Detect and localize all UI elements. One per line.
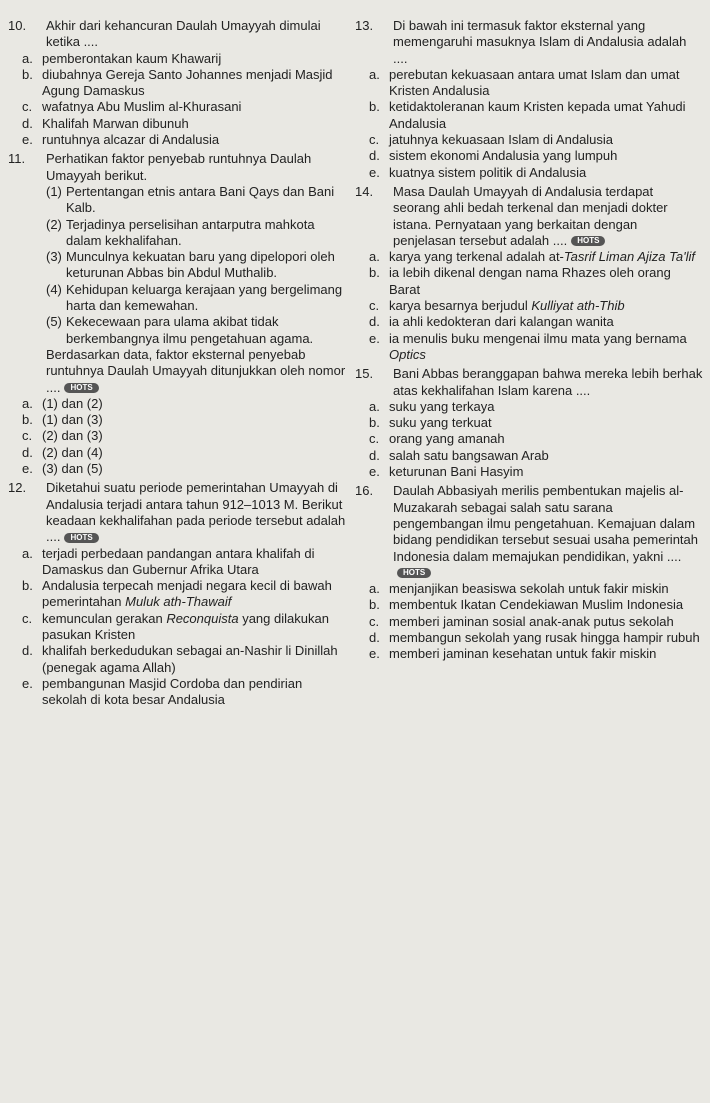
question-number: 15. [355,366,374,382]
option-13d[interactable]: d. sistem ekonomi Andalusia yang lumpuh [369,148,618,164]
question-stem: Masa Daulah Umayyah di Andalusia terdapat seorang ahli bedah terkenal dan menjadi dokter istana. Pernyataan yang berkaitan dengan penjelasan tersebut adalah .... HOTS [393,183,668,248]
option-16a[interactable]: a. menjanjikan beasiswa sekolah untuk fakir miskin [369,581,669,597]
question-number: 16. [355,483,374,499]
question-stem: Bani Abbas beranggapan bahwa mereka lebih berhak atas kekhalifahan Islam karena .... [393,366,703,398]
option-11e[interactable]: e. (3) dan (5) [22,461,103,477]
statement-4: (4) Kehidupan keluarga kerajaan yang bergelimang harta dan kemewahan. [46,281,343,314]
option-14a[interactable]: a. karya yang terkenal adalah at-Tasrif Liman Ajiza Ta'lif [369,249,695,265]
option-14b[interactable]: b. ia lebih dikenal dengan nama Rhazes oleh orang Barat [369,265,671,297]
option-11c[interactable]: c. (2) dan (3) [22,428,103,444]
option-14e[interactable]: e. ia menulis buku mengenai ilmu mata yang bernama Optics [369,330,687,362]
option-11d[interactable]: d. (2) dan (4) [22,444,103,460]
question-number: 10. [8,18,27,33]
option-15d[interactable]: d. salah satu bangsawan Arab [369,447,549,463]
hots-badge: HOTS [64,383,98,393]
statement-2: (2) Terjadinya perselisihan antarputra mahkota dalam kekhalifahan. [46,216,315,248]
hots-badge: HOTS [397,568,431,578]
option-14d[interactable]: d. ia ahli kedokteran dari kalangan wanita [369,314,614,330]
statement-5: (5) Kekecewaan para ulama akibat tidak berkembangnya ilmu pengetahuan agama. [46,314,314,346]
question-14 [355,184,703,249]
option-11b[interactable]: b. (1) dan (3) [22,412,103,428]
hots-badge: HOTS [571,236,605,246]
question-15 [355,366,703,399]
option-10e[interactable]: e. runtuhnya alcazar di Andalusia [22,132,220,148]
question-stem-2: Berdasarkan data, faktor eksternal penyebab runtuhnya Daulah Umayyah ditunjukkan oleh nomor .... HOTS [46,346,346,395]
option-13a[interactable]: a. perebutan kekuasaan antara umat Islam dan umat Kristen Andalusia [369,66,680,99]
option-15b[interactable]: b. suku yang terkuat [369,415,492,431]
question-number: 11. [8,151,26,167]
option-10d[interactable]: d. Khalifah Marwan dibunuh [22,115,189,131]
option-10a[interactable]: a. pemberontakan kaum Khawarij [22,50,222,66]
question-stem: Di bawah ini termasuk faktor eksternal yang memengaruhi masuknya Islam di Andalusia adalah .... [393,18,687,66]
question-stem: Diketahui suatu periode pemerintahan Umayyah di Andalusia terjadi antara tahun 912–1013 M. Berikut keadaan kekhalifahan pada periode tersebut adalah .... HOTS [46,480,346,545]
option-14c[interactable]: c. karya besarnya berjudul Kulliyat ath-Thib [369,298,625,314]
question-number: 12. [8,480,27,496]
option-10c[interactable]: c. wafatnya Abu Muslim al-Khurasani [22,99,242,115]
option-15a[interactable]: a. suku yang terkaya [369,398,495,414]
question-number: 13. [355,18,374,33]
option-13b[interactable]: b. ketidaktoleranan kaum Kristen kepada umat Yahudi Andalusia [369,99,686,131]
option-10b[interactable]: b. diubahnya Gereja Santo Johannes menjadi Masjid Agung Damaskus [22,66,333,99]
option-12e[interactable]: e. pembangunan Masjid Cordoba dan pendirian sekolah di kota besar Andalusia [22,675,303,708]
option-11a[interactable]: a. (1) dan (2) [22,395,103,411]
question-stem: Akhir dari kehancuran Daulah Umayyah dimulai ketika .... [46,18,321,50]
option-12c[interactable]: c. kemunculan gerakan Reconquista yang dilakukan pasukan Kristen [22,610,329,642]
question-12 [8,480,346,545]
option-15c[interactable]: c. orang yang amanah [369,431,505,447]
statement-1: (1) Pertentangan etnis antara Bani Qays dan Bani Kalb. [46,183,335,216]
option-12d[interactable]: d. khalifah berkedudukan sebagai an-Nashir li Dinillah (penegak agama Allah) [22,643,338,675]
question-10 [8,18,346,51]
option-12a[interactable]: a. terjadi perbedaan pandangan antara khalifah di Damaskus dan Gubernur Afrika Utara [22,545,315,577]
option-16b[interactable]: b. membentuk Ikatan Cendekiawan Muslim Indonesia [369,597,684,613]
option-15e[interactable]: e. keturunan Bani Hasyim [369,464,524,480]
question-number: 14. [355,183,374,199]
statement-3: (3) Munculnya kekuatan baru yang dipelopori oleh keturunan Abbas bin Abdul Muthalib. [46,249,335,281]
right-column [355,18,703,663]
option-16c[interactable]: c. memberi jaminan sosial anak-anak putus sekolah [369,613,674,629]
option-13c[interactable]: c. jatuhnya kekuasaan Islam di Andalusia [369,132,614,148]
question-13 [355,18,703,67]
question-11 [8,151,346,395]
question-stem: Daulah Abbasiyah merilis pembentukan majelis al-Muzakarah sebagai salah satu sarana pengembangan ilmu pengetahuan. Kemajuan dalam bidang pendidikan tersebut sesuai usaha pemerintah Indonesia dalam memajukan pendidikan, yakni ....HOTS [393,483,698,578]
question-16 [355,483,703,581]
option-13e[interactable]: e. kuatnya sistem politik di Andalusia [369,164,587,180]
hots-badge: HOTS [64,533,98,543]
question-stem: Perhatikan faktor penyebab runtuhnya Daulah Umayyah berikut. [46,151,312,183]
option-12b[interactable]: b. Andalusia terpecah menjadi negara kecil di bawah pemerintahan Muluk ath-Thawaif [22,578,332,610]
option-16e[interactable]: e. memberi jaminan kesehatan untuk fakir miskin [369,646,657,662]
left-column [8,18,346,708]
option-16d[interactable]: d. membangun sekolah yang rusak hingga hampir rubuh [369,629,700,645]
